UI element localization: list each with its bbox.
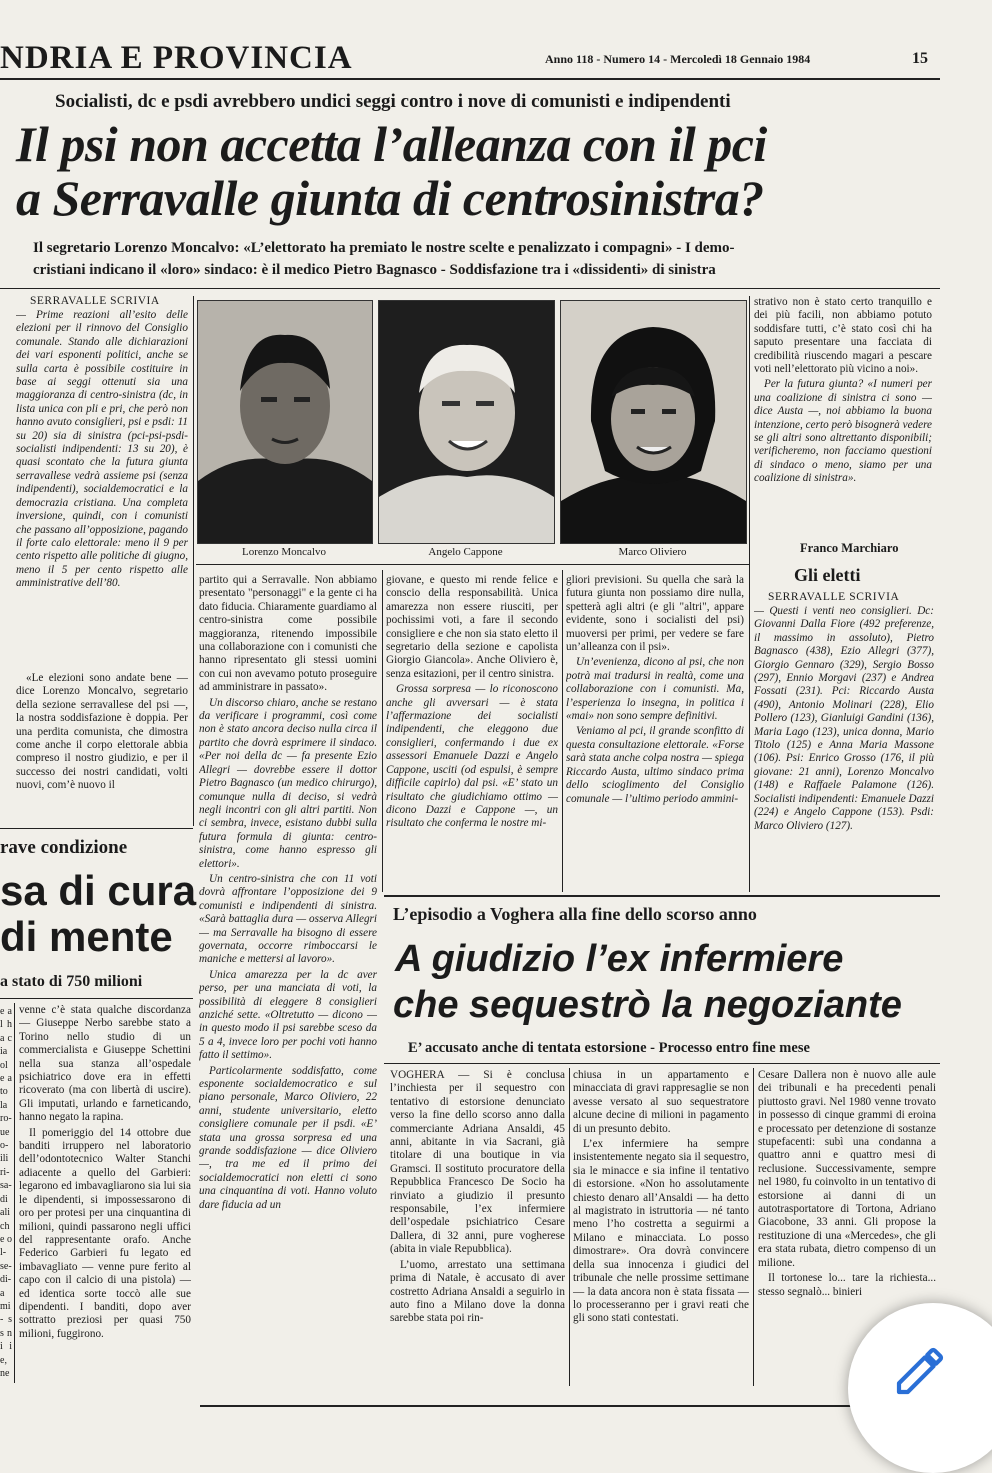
main-subhead-line2: cristiani indicano il «loro» sindaco: è il medico Pietro Bagnasco - Soddisfazione tra i «dissidenti» di sinistra (33, 262, 716, 278)
photo-caption-oliviero: Marco Oliviero (618, 546, 687, 558)
left-col-b-p2: Il pomeriggio del 14 ottobre due banditi irruppero nel laboratorio dell’odontotecnico Walter Stanchi adiacente a quello del Garbieri: legarono ed imbavagliarono sia lui sia le dipendenti, si impossessarono di oro per protesi per una cinquantina di milioni, quindi passarono negli uffici del rappresentante orafo. Anche Federico Garbieri fu legato ed imbavagliato — venne pure ferito al capo con il calcio di una pistola) — ed identica sorte toccò alle sue dipendenti. I banditi, dopo aver sottratto preziosi per quasi 750 milioni, fuggirono. (19, 1126, 191, 1340)
col2-divider (382, 570, 383, 892)
eletti-dateline: SERRAVALLE SCRIVIA (768, 591, 900, 603)
left-col-divider (14, 1003, 15, 1383)
photo-angelo-cappone (378, 300, 555, 544)
left-col-b-p1: venne c’è stata qualche discordanza — Giuseppe Nerbo sarebbe stato a Torino nello studio di un commercialista e Giuseppe Schettini nella sua stanza all’ospedale psichiatrico dove era in effetti ricoverato (ma con libertà di uscire). Gli imputati, urlando e farneticando, hanno negato la rapina. (19, 1004, 191, 1124)
masthead-rule (0, 78, 940, 80)
voghera-col2 (573, 1069, 749, 1387)
main-col1-paragraph: «Le elezioni sono andate bene — dice Lorenzo Moncalvo, segretario della sezione serravallese del psi —, la nostra soddisfazione è doppia. Per una perdita comunista, che dimostra come anche il corpo elettorale abbia compreso il nostro giudizio, e per il successo dei nostri candidati, volti nuovi, com’è nuovo il (16, 672, 188, 792)
voghera-col1-p2: L’uomo, arrestato una settimana prima di Natale, è accusato di aver costretto Adriana Ansaldi a seguirlo in auto fino a Milano dove la donna sarebbe stata poi rin- (390, 1258, 565, 1325)
main-col4-p3: Veniamo al pci, il grande sconfitto di questa consultazione elettorale. «Forse sarà stata anche colpa nostra — spiega Riccardo Austa, ultimo sindaco prima dello scioglimento del Consiglio comunale — l’ultimo periodo ammini- (566, 725, 744, 805)
portrait-cappone-image (379, 301, 554, 543)
col3-divider (562, 570, 563, 892)
main-col2-p5: Particolarmente soddisfatto, come esponente socialdemocratico e sul piano personale, Marco Oliviero, 22 anni, studente universitario, eletto consigliere comunale per il psdi. «E’ stata una grossa sorpresa ed una grande soddisfazione — dice Oliviero —, tra me ed il primo dei socialdemocratici non eletti ci sono una cinquantina di voti. Hanno voluto dare fiducia ad un (199, 1064, 377, 1211)
main-col2-p2: Un discorso chiaro, anche se restano da verificare i programmi, così come non è stato ancora deciso nulla circa il partito che dovrà esprimere il sindaco. «Per noi della dc — fa presente Ezio Allegri — dovrebbe essere il dottor Pietro Bagnasco (un medico chirurgo), comunque nulla di deciso, si vedrà negli incontri con gli altri partiti. Non ci sembra, invece, esistano dubbi sulla futura formula di giunta: centro-sinistra, come hanno espresso gli elettori». (199, 696, 377, 870)
main-col1-text (16, 672, 188, 822)
left-fragment-top-rule (0, 828, 193, 829)
portrait-moncalvo-image (198, 301, 372, 543)
main-dateline: SERRAVALLE SCRIVIA (30, 295, 160, 307)
col1-divider (193, 296, 194, 826)
main-col4-p2: Un’evenienza, dicono al psi, che non potrà mai tradursi in realtà, come una collaborazione con i comunisti. Ma, l’esperienza lo insegna, in politica i «mai» non sono sempre definitivi. (566, 656, 744, 723)
photo-marco-oliviero (560, 300, 747, 544)
photo-caption-moncalvo: Lorenzo Moncalvo (242, 546, 326, 558)
left-headline-line2: di mente (0, 913, 173, 960)
voghera-subhead: E’ accusato anche di tentata estorsione - Processo entro fine mese (408, 1040, 810, 1056)
page-number: 15 (912, 50, 928, 67)
main-col2-p3: Un centro-sinistra che con 11 voti dovrà affrontare l’opposizione dei 9 comunisti e indipendenti di sinistra. «Sarà battaglia dura — osserva Allegri — ma Serravalle ha bisogno di essere governata, occorre rimboccarsi le maniche e mettersi al lavoro». (199, 872, 377, 966)
voghera-kicker: L’episodio a Voghera alla fine dello scorso anno (393, 904, 757, 924)
voghera-subhead-rule (384, 1063, 940, 1064)
main-byline: Franco Marchiaro (800, 541, 899, 555)
main-col4 (566, 574, 744, 892)
main-col4-p1: gliori previsioni. Su quella che sarà la futura giunta non possiamo dire nulla, spetterà agli altri (e gli "altri", appare evidente, sono i socialisti del psi) muoversi per primi, per vedere se fare un’alleanza con il psi». (566, 574, 744, 654)
main-col5-p1: strativo non è stato certo tranquillo e dei più facili, non abbiamo potuto soddisfare tutti, c’è stato così chi ha saputo presentare una facciata di credibilità riuscendo magari a pescare voti nell’elettorato più vicino a noi». (754, 296, 932, 376)
masthead-issue: Anno 118 - Numero 14 - Mercoledì 18 Gennaio 1984 (545, 52, 811, 66)
main-kicker: Socialisti, dc e psdi avrebbero undici seggi contro i nove di comunisti e indipendenti (55, 91, 731, 112)
voghera-headline-line1: A giudizio l’ex infermiere (395, 938, 844, 980)
main-col2-p1: partito qui a Serravalle. Non abbiamo presentato "personaggi" e la gente ci ha dato fiducia. Chiaramente guardiamo al centro-sinistra come possibile maggioranza, ritenendo impossibile una collaborazione con i comunisti che hanno ripresentato gli stessi uomini con cui non avevamo potuto proseguire ad amministrare in passato». (199, 574, 377, 694)
left-kicker: rave condizione (0, 837, 128, 858)
voghera-col1 (390, 1069, 565, 1387)
main-col3-p1: giovane, e questo mi rende felice e conscio della responsabilità. Unica amarezza non essere riusciti, per pochissimi voti, a fare il secondo consigliere e che non sia stato eletto il segretario della sezione e capolista Giorgio Giancola». Anche Oliviero è, senza esitazioni, per il centro sinistra. (386, 574, 558, 680)
main-col5-p2: Per la futura giunta? «I numeri per una coalizione di sinistra ci sono — dice Austa —, noi abbiamo la buona intenzione, certo però bisognerà vedere se gli altri sono altrettanto disponibili; verificheremo, non facciamo questioni di sindaco o meno, siamo per una coalizione di sinistra». (754, 378, 932, 485)
voghera-headline-line2: che sequestrò la negoziante (393, 984, 902, 1026)
voghera-col3-p2: Il tortonese lo... tare la richiesta... stesso segnalò... binieri (758, 1272, 936, 1298)
voghera-col3-p1: Cesare Dallera non è nuovo alle aule dei tribunali e ha precedenti penali piuttosto gravi. Nel 1980 venne trovato in possesso di cinque grammi di eroina e processato per detenzione di sostanze stupefacenti: subì una condanna a quattro anni e quattro mesi di reclusione. Successivamente, sempre nel 1980, fu coinvolto in un tentativo di estorsione ai danni di un autotrasportatore di Tortona, Adriano Giacobone, 33 anni. Gli propose la restituzione di una «Mercedes», che gli era stata rubata, dietro compenso di un milione. (758, 1069, 936, 1269)
left-col-b (19, 1004, 191, 1404)
page-bottom-rule (200, 1405, 940, 1407)
voghera-col2-divider (753, 1068, 754, 1386)
voghera-col2-p2: L’ex infermiere ha sempre insistentemente negato sia il sequestro, sia le minacce e sia infine il tentativo di estorsione. «Non ho assolutamente chiesto denaro all’Ansaldi — ha detto al magistrato in istruttoria — né tanto meno l’ho costretta a seguirmi a Milano e minacciata. Lo posso dimostrare». Ora dovrà convincere della sua innocenza i giudici del tribunale che nelle prossime settimane — la data ancora non è stata fissata — lo processeranno per i gravi reati che gli sono stati contestati. (573, 1138, 749, 1325)
left-col-a: e al ha cia ole ato la ro- ue o- ili ri- sa- di ali che ol- se- di- a mi- ss ni ie, ne (0, 1006, 12, 1379)
voghera-top-rule (384, 895, 940, 897)
masthead-section: NDRIA E PROVINCIA (0, 40, 353, 76)
left-subhead-rule (0, 998, 193, 999)
main-col5 (754, 296, 932, 540)
voghera-col1-p1: VOGHERA — Si è conclusa l’inchiesta per il sequestro con tentativo di estorsione denunciato verso la fine dello scorso anno dalla commerciante Adriana Ansaldi, 45 anni, abitante in via Sacrani, già titolare di una boutique in via Gramsci. Il sostituto procuratore della Repubblica Francesco De Socio ha rinviato a giudizio il presunto responsabile, l’ex infermiere dell’ospedale psichiatrico Cesare Dallera, di 32 anni, pure vogherese (abita in viale Repubblica). (390, 1069, 565, 1256)
eletti-body: — Questi i venti neo consiglieri. Dc: Giovanni Dalla Fiore (492 preferenze, il massimo in assoluto), Pietro Bagnasco (438), Ezio Allegri (377), Giorgio Gennaro (329), Sergio Bosso (297), Ennio Morgavi (237) e Andrea Fossati (231). Pci: Riccardo Austa (490), Antonio Molinari (228), Elio Pollero (123), Gianluigi Gandini (136), Maria Lago (123), unica donna, Mario Titolo (125) e Anna Maria Massone (106). Psi: Enrico Grosso (176, il più giovane: 21 anni), Lorenzo Moncalvo (148) e Raffaele Palamone (126). Socialisti indipendenti: Emanuele Dazzi (224) e Angelo Cappone (153). Psdi: Marco Oliviero (127). (754, 605, 934, 832)
main-headline-line1: Il psi non accetta l’alleanza con il pci (16, 116, 767, 172)
voghera-col1-divider (569, 1068, 570, 1386)
main-col2-p4: Unica amarezza per la dc aver perso, per una manciata di voti, la possibilità di eleggere 8 consiglieri anziché sette. «Oltretutto — dicono — in questo modo il psi sarebbe sceso da 5 a 4, invece loro per pochi voti hanno fatto il settimo». (199, 968, 377, 1062)
left-subhead: a stato di 750 milioni (0, 973, 143, 990)
pencil-icon (892, 1343, 948, 1399)
main-col3 (386, 574, 558, 892)
portrait-oliviero-image (561, 301, 746, 543)
photo-caption-cappone: Angelo Cappone (428, 546, 503, 558)
photos-bottom-rule (196, 564, 749, 565)
eletti-title: Gli eletti (794, 565, 861, 585)
left-headline-line1: sa di cura (0, 867, 197, 914)
subhead-rule (0, 288, 940, 289)
main-col1-intro: — Prime reazioni all’esito delle elezioni per il rinnovo del Consiglio comunale. Stando alle dichiarazioni dei vari esponenti politici, anche se sulla carta è possibile costituire in base ai seggi ottenuti sia una maggioranza di centro-sinistra (dc, in lista unica con pli e pri, che però non hanno avuto consiglieri, psi e psdi: 11 su 20) sia di sinistra (pci-psi-psdi-socialisti indipendenti: 13 su 20), è quasi scontato che la futura giunta serravallese vedrà assieme psi (senza indipendenti), socialdemocratici e la democrazia cristiana. Una completa inversione, quindi, con i comunisti che passano all’opposizione, pagando il forte calo elettorale: meno il 9 per cento rispetto alle politiche di giugno, meno il 5 per cento rispetto alle amministrative dell’80. (16, 309, 188, 590)
col4-divider (749, 296, 750, 892)
main-col3-p2: Grossa sorpresa — lo riconoscono anche gli avversari — è stata l’affermazione dei socialisti indipendenti, che eleggono due consiglieri, confermando i due ex assessori Emanuele Dazzi e Angelo Cappone, usciti (od espulsi, è sempre difficile capirlo) dal psi. «E’ stato un risultato che giudichiamo ottimo — dicono Dazzi e Cappone —, un risultato che conferma le nostre mi- (386, 683, 558, 830)
main-subhead-line1: Il segretario Lorenzo Moncalvo: «L’elettorato ha premiato le nostre scelte e penalizzato i compagni» - I demo- (33, 240, 735, 256)
photo-lorenzo-moncalvo (197, 300, 373, 544)
main-col2 (199, 574, 377, 1386)
voghera-col2-p1: chiusa in un appartamento e minacciata di gravi rappresaglie se non avesse versato al suo sequestratore alcune decine di milioni in pagamento di un presunto debito. (573, 1069, 749, 1135)
main-headline-line2: a Serravalle giunta di centrosinistra? (16, 170, 764, 226)
